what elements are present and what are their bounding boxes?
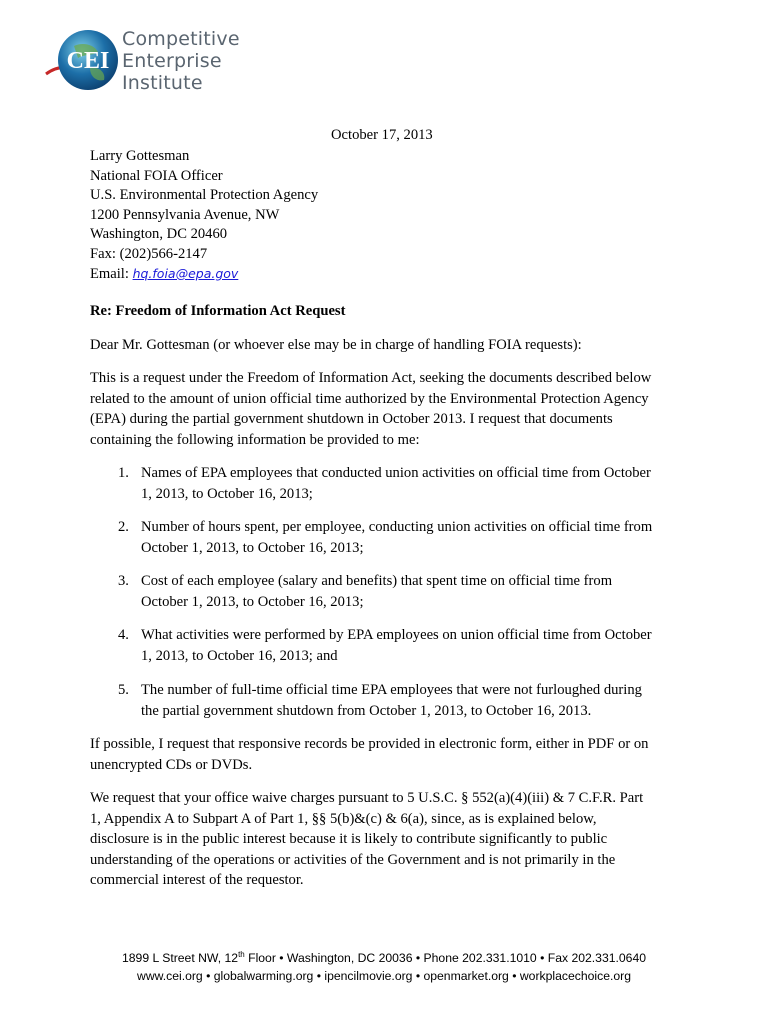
cei-logo <box>44 28 244 94</box>
format-line: If possible, I request that responsive records be provided in electronic form, either in PDF or on <box>90 736 649 752</box>
intro-line: This is a request under the Freedom of Information Act, seeking the documents described below <box>90 370 652 386</box>
letterhead-footer <box>0 946 768 985</box>
waiver-line: disclosure is in the public interest because it is likely to contribute significantly to public <box>90 831 608 847</box>
recipient-email-line <box>90 264 318 285</box>
subject-line: Re: Freedom of Information Act Request <box>90 303 346 319</box>
logo-line-3: Institute <box>122 72 203 94</box>
list-line: 1, 2013, to October 16, 2013; <box>141 485 313 502</box>
email-label: Email: <box>90 266 133 282</box>
email-link[interactable]: hq.foia@epa.gov <box>132 266 239 281</box>
waiver-line: We request that your office waive charges pursuant to 5 U.S.C. § 552(a)(4)(iii) & 7 C.F.R. Part <box>90 790 644 806</box>
logo-line-1: Competitive <box>122 28 240 50</box>
list-line: Number of hours spent, per employee, conducting union activities on official time from <box>141 519 653 535</box>
list-text <box>141 625 652 666</box>
salutation: Dear Mr. Gottesman (or whoever else may be in charge of handling FOIA requests): <box>90 337 582 353</box>
list-text <box>141 517 652 558</box>
footer-address-part: Floor • Washington, DC 20036 • Phone 202.331.1010 • Fax 202.331.0640 <box>244 951 646 966</box>
intro-line: related to the amount of union official time authorized by the Environmental Protection Agency <box>90 390 649 407</box>
waiver-line: understanding of the operations or activities of the Government and is not primarily in the <box>90 851 616 868</box>
list-text <box>141 680 642 721</box>
list-line: 1, 2013, to October 16, 2013; and <box>141 647 338 664</box>
list-text <box>141 463 651 504</box>
footer-address-sup: th <box>238 950 245 959</box>
waiver-line: 1, Appendix A to Subpart A of Part 1, §§ 5(b)&(c) & 6(a), since, as is explained below, <box>90 810 597 827</box>
format-paragraph <box>90 734 690 775</box>
recipient-city: Washington, DC 20460 <box>90 226 228 242</box>
list-line: What activities were performed by EPA employees on union official time from October <box>141 627 652 643</box>
waiver-paragraph <box>90 788 690 891</box>
recipient-name: Larry Gottesman <box>90 148 190 164</box>
logo-line-2: Enterprise <box>122 50 222 72</box>
intro-line: (EPA) during the partial government shutdown in October 2013. I request that documents <box>90 411 613 427</box>
list-number: 2. <box>118 519 129 535</box>
list-number: 1. <box>118 465 129 481</box>
list-number: 5. <box>118 682 129 698</box>
list-number: 4. <box>118 627 129 643</box>
list-line: the partial government shutdown from October 1, 2013, to October 16, 2013. <box>141 702 592 719</box>
waiver-line: commercial interest of the requestor. <box>90 872 304 888</box>
footer-websites: www.cei.org • globalwarming.org • ipencilmovie.org • openmarket.org • workplacechoice.org <box>137 969 631 984</box>
list-line: Names of EPA employees that conducted union activities on official time from October <box>141 465 651 481</box>
letter-date: October 17, 2013 <box>331 127 433 143</box>
recipient-title: National FOIA Officer <box>90 167 223 184</box>
list-line: October 1, 2013, to October 16, 2013; <box>141 593 364 610</box>
intro-line: containing the following information be provided to me: <box>90 431 420 448</box>
list-line: October 1, 2013, to October 16, 2013; <box>141 539 364 556</box>
list-text <box>141 571 612 612</box>
globe-logo-icon <box>44 28 124 94</box>
footer-address <box>0 946 768 967</box>
footer-address-part: 1899 L Street NW, 12 <box>121 951 239 966</box>
recipient-fax: Fax: (202)566-2147 <box>90 245 208 262</box>
list-line: Cost of each employee (salary and benefits) that spent time on official time from <box>141 573 613 589</box>
logo-wordmark <box>122 28 240 94</box>
recipient-address <box>90 147 318 285</box>
recipient-street: 1200 Pennsylvania Avenue, NW <box>90 206 280 223</box>
format-line: unencrypted CDs or DVDs. <box>90 756 253 773</box>
intro-paragraph <box>90 368 690 450</box>
list-line: The number of full-time official time EPA employees that were not furloughed during <box>141 682 642 698</box>
svg-text:CEI: CEI <box>66 48 110 74</box>
recipient-agency: U.S. Environmental Protection Agency <box>90 187 319 203</box>
list-number: 3. <box>118 573 129 589</box>
